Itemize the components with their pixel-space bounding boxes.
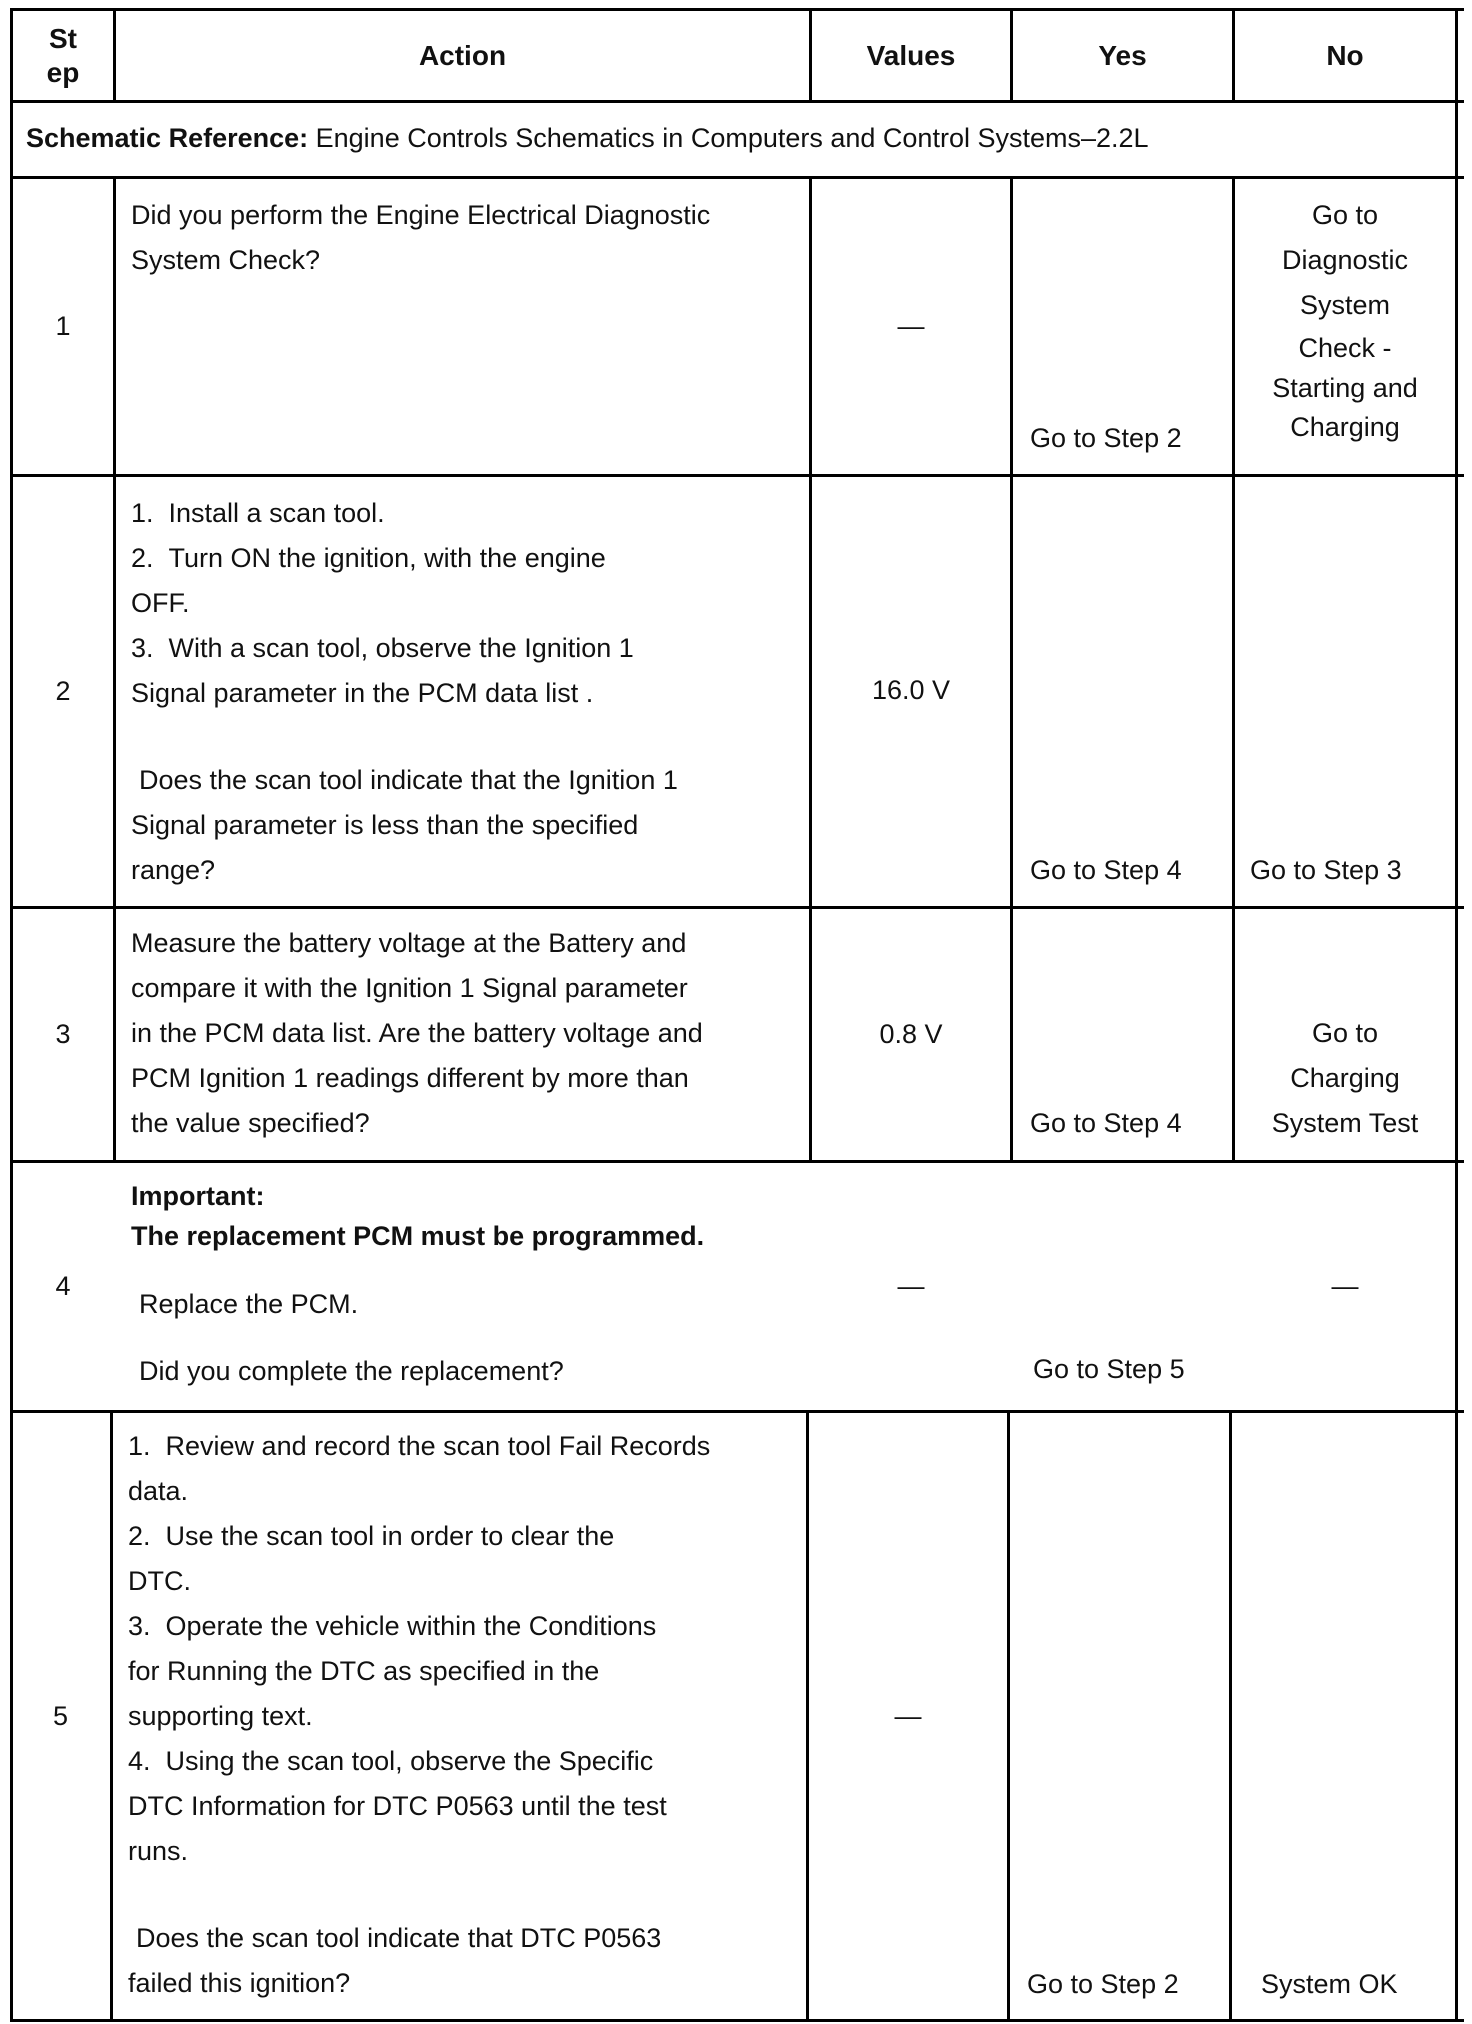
divider (10, 474, 1464, 477)
divider (1010, 176, 1013, 1163)
yes-cell: Go to Step 4 (1030, 855, 1182, 885)
action-line: Signal parameter in the PCM data list . (131, 678, 594, 708)
action-line: OFF. (131, 588, 190, 618)
no-cell: Go to Step 3 (1250, 855, 1402, 885)
divider (1229, 1410, 1232, 2022)
action-line: 2. Turn ON the ignition, with the engine (131, 543, 606, 573)
action-text (131, 491, 801, 893)
action-text (128, 1424, 798, 2006)
no-line: System (1299, 290, 1391, 320)
divider (1007, 1410, 1010, 2022)
action-line: Signal parameter is less than the specified (131, 810, 639, 840)
value-cell: — (897, 311, 925, 341)
header-step-line1: St (49, 22, 77, 54)
divider (110, 1410, 113, 2022)
step-number: 5 (52, 1700, 69, 1731)
action-line: range? (131, 855, 216, 885)
no-line: Go to (1311, 1018, 1379, 1048)
no-cell: System OK (1261, 1969, 1398, 1999)
divider (10, 906, 1464, 909)
action-line: Does the scan tool indicate that the Ignition 1 (139, 765, 678, 795)
action-text (131, 193, 801, 283)
action-line: 2. Use the scan tool in order to clear the (128, 1521, 615, 1551)
action-line: PCM Ignition 1 readings different by more than (131, 1063, 689, 1093)
action-line: failed this ignition? (128, 1968, 351, 1998)
schematic-text: Engine Controls Schematics in Computers and Control Systems–2.2L (308, 123, 1149, 153)
yes-cell: Go to Step 2 (1030, 423, 1182, 453)
step-number: 2 (55, 676, 71, 706)
header-no: No (1326, 40, 1364, 71)
no-line: Starting and (1272, 373, 1418, 403)
action-line: Replace the PCM. (139, 1289, 359, 1319)
yes-cell: Go to Step 2 (1027, 1969, 1179, 1999)
action-line: Did you complete the replacement? (139, 1356, 564, 1386)
step-number: 1 (55, 311, 71, 341)
action-line: 3. With a scan tool, observe the Ignition 1 (131, 633, 634, 663)
value-cell: 0.8 V (879, 1019, 943, 1049)
value-cell: 16.0 V (871, 675, 951, 705)
no-cell: — (1331, 1271, 1359, 1301)
important-text: The replacement PCM must be programmed. (131, 1221, 705, 1251)
yes-cell: Go to Step 4 (1030, 1108, 1182, 1138)
action-line: Did you perform the Engine Electrical Diagnostic (131, 200, 711, 230)
border-bottom (10, 2019, 1464, 2022)
action-line: supporting text. (128, 1701, 313, 1731)
action-line: 3. Operate the vehicle within the Conditions (128, 1611, 657, 1641)
action-line: Measure the battery voltage at the Battery and (131, 928, 687, 958)
value-cell: — (897, 1271, 925, 1301)
step-number: 3 (55, 1019, 71, 1049)
value-cell: — (894, 1700, 922, 1731)
no-line: Charging (1290, 1063, 1400, 1093)
step-number: 4 (55, 1271, 71, 1301)
action-line: DTC. (128, 1566, 191, 1596)
important-label: Important: (131, 1181, 265, 1211)
action-text (131, 1176, 801, 1394)
header-action: Action (418, 40, 507, 71)
action-line: in the PCM data list. Are the battery voltage and (131, 1018, 703, 1048)
no-line: System Test (1271, 1108, 1419, 1138)
no-line: Charging (1290, 412, 1400, 442)
action-line: System Check? (131, 245, 321, 275)
header-yes: Yes (1098, 40, 1147, 71)
action-line: Does the scan tool indicate that DTC P0563 (136, 1923, 662, 1953)
no-cell (1235, 193, 1455, 446)
divider (10, 176, 1464, 179)
header-step-line2: ep (46, 56, 80, 88)
schematic-reference (26, 118, 1446, 168)
action-line: DTC Information for DTC P0563 until the test (128, 1791, 667, 1821)
divider (10, 1410, 1464, 1413)
schematic-label: Schematic Reference: (26, 123, 309, 153)
no-cell (1235, 1011, 1455, 1146)
action-line: compare it with the Ignition 1 Signal parameter (131, 973, 688, 1003)
no-line: Go to (1311, 200, 1379, 230)
action-line: 4. Using the scan tool, observe the Specific (128, 1746, 654, 1776)
action-line: data. (128, 1476, 189, 1506)
action-line: the value specified? (131, 1108, 370, 1138)
action-line: runs. (128, 1836, 189, 1866)
no-line: Diagnostic (1281, 245, 1409, 275)
header-values: Values (866, 40, 956, 71)
divider (113, 176, 116, 1163)
no-line: Check - (1298, 333, 1392, 363)
divider (10, 100, 1464, 103)
header-step (13, 11, 113, 100)
yes-cell: Go to Step 5 (1033, 1354, 1185, 1384)
border-right (1455, 8, 1458, 2022)
action-text (131, 921, 801, 1146)
action-line: 1. Install a scan tool. (131, 498, 385, 528)
action-line: for Running the DTC as specified in the (128, 1656, 600, 1686)
action-line: 1. Review and record the scan tool Fail Records (128, 1431, 711, 1461)
